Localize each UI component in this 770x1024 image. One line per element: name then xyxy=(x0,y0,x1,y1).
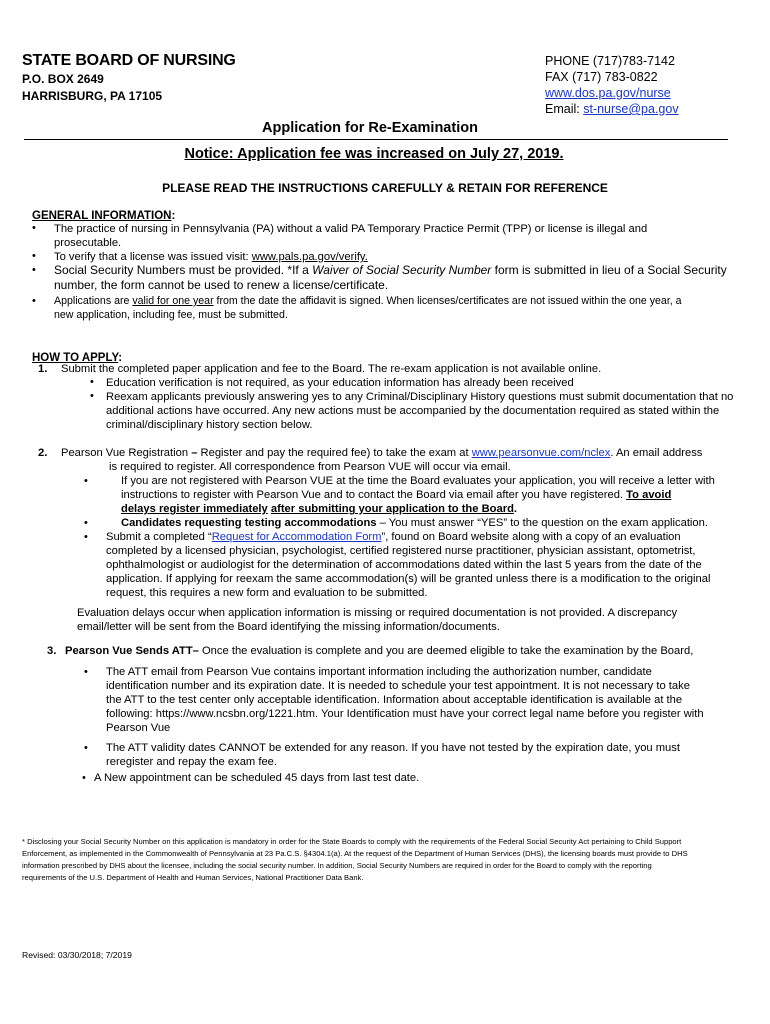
accommodation-prefix: Submit a completed “ xyxy=(106,531,212,543)
evaluation-delays-line2: email/letter will be sent from the Board identifying the missing information/documents. xyxy=(77,621,500,633)
bullet: • xyxy=(84,517,88,529)
page-title: Application for Re-Examination xyxy=(262,120,478,136)
general-bullet-4 xyxy=(54,294,754,322)
accommodations-bold: Candidates requesting testing accommodations xyxy=(121,517,377,529)
ssn-footnote xyxy=(22,836,738,884)
step-1-bullet-2-line2: additional actions have occurred. Any new actions must be accompanied by the documentation required as stated within the xyxy=(106,405,720,417)
ssn-waiver-form-name: Waiver of Social Security Number xyxy=(312,263,492,277)
step-3-rest: Once the evaluation is complete and you are deemed eligible to take the examination by the Board, xyxy=(198,645,694,657)
step-3-bullet-1-line3: the ATT to the test center only acceptable identification. Information about acceptable identification is available at the xyxy=(106,694,683,706)
general-bullet-2 xyxy=(54,250,744,264)
fee-notice: Notice: Application fee was increased on July 27, 2019. xyxy=(184,146,564,162)
general-info-heading-text: GENERAL INFORMATION xyxy=(32,210,172,222)
step-2-mid: Register and pay the required fee) to take the exam at xyxy=(197,447,472,459)
bullet: • xyxy=(90,390,94,402)
bullet: • xyxy=(84,742,88,754)
footnote-line2: Enforcement, as implemented in the Commonwealth of Pennsylvania at 23 Pa.C.S. §4304.1(a). At the request of the Department of Human Services (DHS), the licensing boards must provide to DHS xyxy=(22,849,688,858)
valid-text-line2: new application, including fee, must be submitted. xyxy=(54,309,288,321)
email-link[interactable]: st-nurse@pa.gov xyxy=(583,102,679,116)
revision-date: Revised: 03/30/2018; 7/2019 xyxy=(22,950,132,960)
how-to-apply-heading-colon: : xyxy=(118,352,123,364)
step-2-suffix: . An email address xyxy=(610,447,703,459)
step-1-bullet-2-line3: criminal/disciplinary history section below. xyxy=(106,419,313,431)
step-1-number: 1. xyxy=(38,363,48,375)
fax: FAX (717) 783-0822 xyxy=(545,70,658,84)
step-2-bullet-2 xyxy=(121,516,761,530)
after-submitting: after submitting your application to the Board xyxy=(270,503,514,515)
email-label: Email: xyxy=(545,102,584,116)
bullet: • xyxy=(32,222,36,234)
step-2-prefix: Pearson Vue Registration xyxy=(61,447,192,459)
accommodations-rest: – You must answer “YES” to the question on the exam application. xyxy=(376,517,708,529)
step-2-bullet-1-line1: If you are not registered with Pearson VUE at the time the Board evaluates your application, you will receive a letter with xyxy=(121,475,715,487)
bullet: • xyxy=(90,376,94,388)
step-2-bullet-1 xyxy=(121,474,761,516)
ssn-text-line2: number, the form cannot be used to renew a license/certificate. xyxy=(54,278,389,292)
title-divider xyxy=(24,139,728,140)
step-3-number: 3. xyxy=(47,645,57,657)
general-bullet-1 xyxy=(54,222,744,250)
step-2-line2: is required to register. All correspondence from Pearson VUE will occur via email. xyxy=(109,461,511,473)
step-3-bold: Pearson Vue Sends ATT– xyxy=(65,645,199,657)
valid-text-prefix: Applications are xyxy=(54,295,133,307)
how-to-apply-heading-text: HOW TO APPLY xyxy=(32,352,119,364)
pals-verify-link[interactable]: www.pals.pa.gov/verify. xyxy=(251,251,368,263)
instructions-banner: PLEASE READ THE INSTRUCTIONS CAREFULLY & RETAIN FOR REFERENCE xyxy=(162,181,608,195)
po-box: P.O. BOX 2649 xyxy=(22,72,104,86)
step-3-bullet-1-line1: The ATT email from Pearson Vue contains important information including the authorization number, candidate xyxy=(106,666,652,678)
accommodation-suffix: ”, found on Board website along with a copy of an evaluation xyxy=(381,531,681,543)
step-3-bullet-2 xyxy=(106,741,766,769)
to-avoid: To avoid xyxy=(626,489,672,501)
step-2-dash: – xyxy=(191,447,198,459)
period: . xyxy=(513,503,518,515)
step-1-bullet-2-line1: Reexam applicants previously answering yes to any Criminal/Disciplinary History questions must submit documentation that no xyxy=(106,391,734,403)
footnote-line1: * Disclosing your Social Security Number on this application is mandatory in order for the State Boards to comply with the requirements of the Federal Social Security Act pertaining to Child Support xyxy=(22,837,682,846)
accommodation-line4: application. If applying for reexam the same accommodation(s) will be granted unless there is a modification to the original xyxy=(106,573,711,585)
step-3-bullet-2-line2: reregister and repay the exam fee. xyxy=(106,756,278,768)
bullet: • xyxy=(84,475,88,487)
general-bullet-1-line2: prosecutable. xyxy=(54,237,122,249)
bullet: • xyxy=(32,295,36,307)
step-3-bullet-1-line2: identification number and its expiration date. It is needed to schedule your test appointment. It is not necessary to take xyxy=(106,680,690,692)
step-3-bullet-1-line5: Pearson Vue xyxy=(106,722,171,734)
step-2-bullet-1-line2a: instructions to register with Pearson Vue and to contact the Board via email after you have registered. xyxy=(121,489,627,501)
step-3-bullet-1 xyxy=(106,665,766,735)
accommodation-line5: request, this requires a new form and evaluation to be submitted. xyxy=(106,587,428,599)
board-name: STATE BOARD OF NURSING xyxy=(22,52,236,69)
step-3-bullet-1-line4: following: https://www.ncsbn.org/1221.htm. Your Identification must have your correct legal name before you register with xyxy=(106,708,704,720)
step-3-bullet-2-line1: The ATT validity dates CANNOT be extended for any reason. If you have not tested by the expiration date, you must xyxy=(106,742,680,754)
step-3-bullet-3: A New appointment can be scheduled 45 days from last test date. xyxy=(94,772,420,784)
step-2-bullet-3 xyxy=(106,530,766,600)
ssn-text-prefix: Social Security Numbers must be provided. *If a xyxy=(54,263,313,277)
step-1-text: Submit the completed paper application and fee to the Board. The re-exam application is not available online. xyxy=(61,363,602,375)
valid-one-year: valid for one year xyxy=(132,295,214,307)
city-state-zip: HARRISBURG, PA 17105 xyxy=(22,89,163,103)
verify-text: To verify that a license was issued visit: xyxy=(54,251,252,263)
accommodation-form-link[interactable]: Request for Accommodation Form xyxy=(211,531,382,543)
phone: PHONE (717)783-7142 xyxy=(545,54,675,68)
bullet: • xyxy=(84,666,88,678)
bullet: • xyxy=(82,772,86,784)
footnote-line4: requirements of the U.S. Department of Health and Human Services, National Practitioner Data Bank. xyxy=(22,873,364,882)
footnote-line3: information prescribed by DHS about the licensee, including the social security number. In addition, Social Security Numbers are required in order for the Board to comply with the reporting xyxy=(22,861,652,870)
step-1-bullet-2 xyxy=(106,390,766,432)
website-link[interactable]: www.dos.pa.gov/nurse xyxy=(545,86,671,100)
contact-block xyxy=(545,53,679,117)
accommodation-line3: ophthalmologist or audiologist for the determination of accommodations dated within the last 5 years from the date of the xyxy=(106,559,702,571)
ssn-text-suffix: form is submitted in lieu of a Social Security xyxy=(491,263,727,277)
evaluation-delays xyxy=(77,606,757,634)
evaluation-delays-line1: Evaluation delays occur when application information is missing or required documentation is not provided. A discrepancy xyxy=(77,607,678,619)
valid-text-suffix: from the date the affidavit is signed. When licenses/certificates are not issued within the one year, a xyxy=(213,295,682,307)
step-2-number: 2. xyxy=(38,447,48,459)
step-3-text xyxy=(65,644,765,658)
bullet: • xyxy=(32,250,36,262)
bullet: • xyxy=(32,264,36,276)
general-bullet-3 xyxy=(54,263,744,293)
bullet: • xyxy=(84,531,88,543)
step-2-text xyxy=(61,446,761,460)
general-bullet-1-line1: The practice of nursing in Pennsylvania (PA) without a valid PA Temporary Practice Permit (TPP) or license is illegal and xyxy=(54,223,648,235)
accommodation-line2: completed by a licensed physician, psychologist, certified registered nurse practitioner, physician assistant, optometrist, xyxy=(106,545,696,557)
general-info-heading-colon: : xyxy=(171,210,176,222)
step-1-bullet-1: Education verification is not required, as your education information has already been received xyxy=(106,377,574,389)
pearsonvue-link[interactable]: www.pearsonvue.com/nclex xyxy=(471,447,611,459)
board-address-block xyxy=(22,52,236,104)
delays-register-immediately: delays register immediately xyxy=(121,503,268,515)
